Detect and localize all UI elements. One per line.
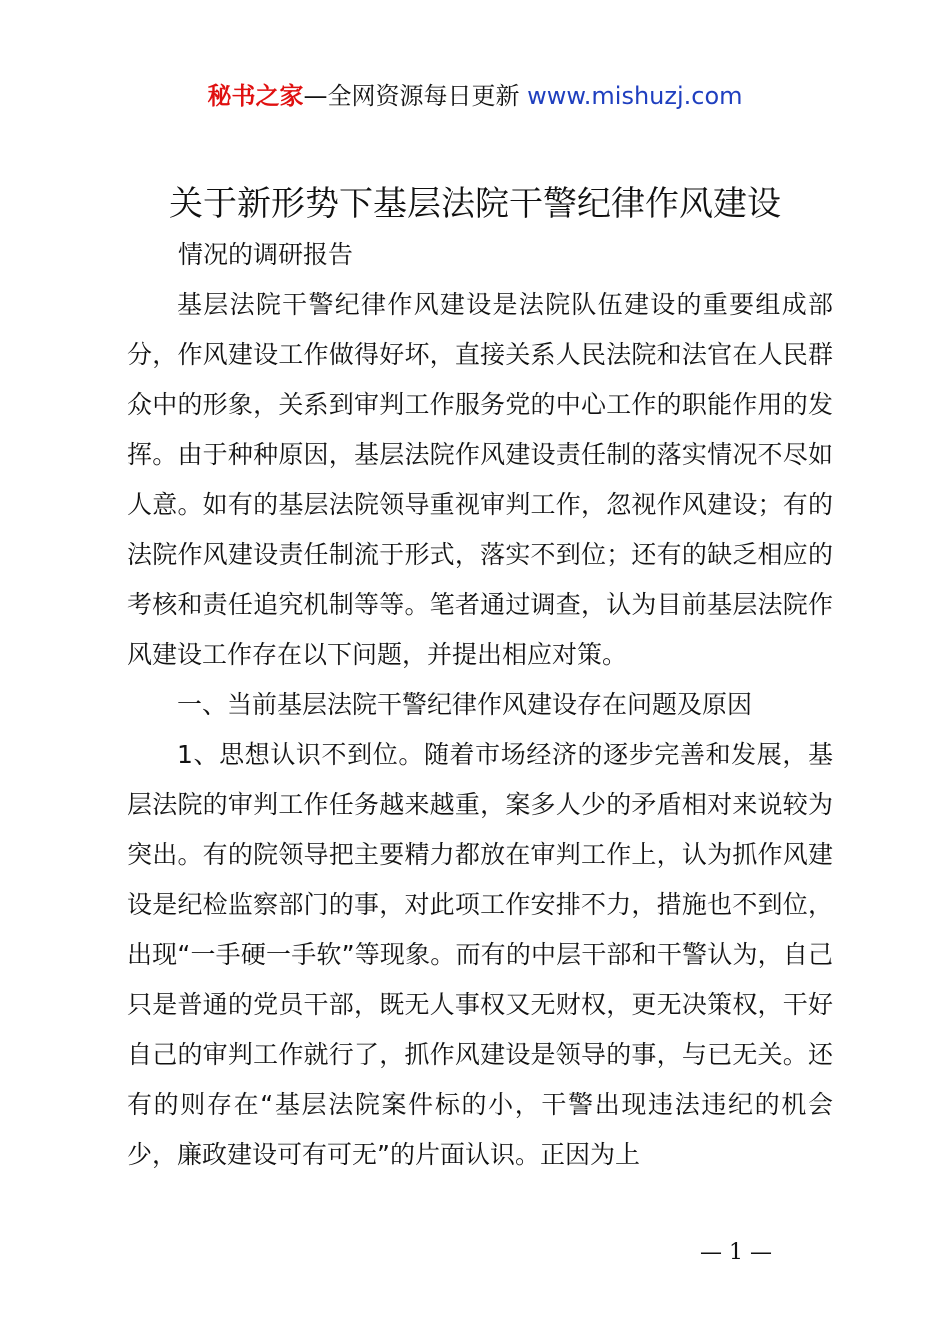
page-number: — 1 — [700, 1240, 772, 1265]
site-brand: 秘书之家 [207, 82, 304, 110]
body-paragraph: 1、思想认识不到位。随着市场经济的逐步完善和发展，基层法院的审判工作任务越来越重，案多人少的矛盾相对来说较为突出。有的院领导把主要精力都放在审判工作上，认为抓作风建设是纪检监察部门的事，对此项工作安排不力，措施也不到位，出现“一手硬一手软”等现象。而有的中层干部和干警认为，自己只是普通的党员干部，既无人事权又无财权，更无决策权，干好自己的审判工作就行了，抓作风建设是领导的事，与已无关。还有的则存在“基层法院案件标的小，干警出现违法违纪的机会少，廉政建设可有可无”的片面认识。正因为上 [127, 740, 833, 1169]
document-body [127, 280, 833, 1180]
document-subtitle: 情况的调研报告 [178, 240, 354, 269]
section-heading: 一、当前基层法院干警纪律作风建设存在问题及原因 [177, 690, 753, 719]
document-title: 关于新形势下基层法院干警纪律作风建设 [169, 184, 781, 224]
site-header [0, 80, 950, 112]
site-tagline: —全网资源每日更新 [303, 82, 520, 110]
intro-paragraph: 基层法院干警纪律作风建设是法院队伍建设的重要组成部分，作风建设工作做得好坏，直接关系人民法院和法官在人民群众中的形象，关系到审判工作服务党的中心工作的职能作用的发挥。由于种种原因，基层法院作风建设责任制的落实情况不尽如人意。如有的基层法院领导重视审判工作，忽视作风建设；有的法院作风建设责任制流于形式，落实不到位；还有的缺乏相应的考核和责任追究机制等等。笔者通过调查，认为目前基层法院作风建设工作存在以下问题，并提出相应对策。 [127, 290, 833, 669]
site-url-link[interactable]: www.mishuzj.com [527, 82, 743, 110]
